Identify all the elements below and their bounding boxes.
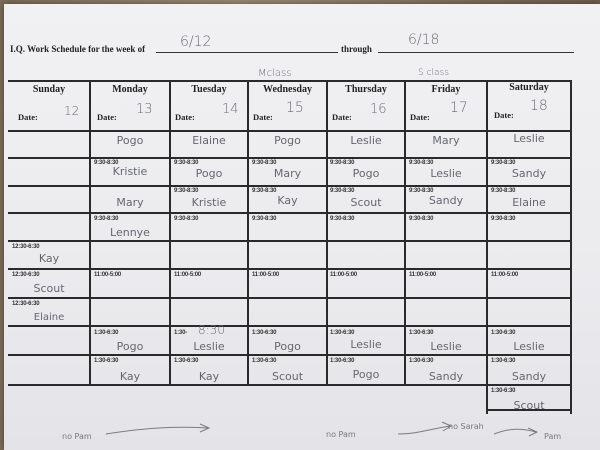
through-label: through [341, 44, 372, 54]
employee-name: Elaine [512, 196, 546, 209]
shift-time: 9:30-8:30 [491, 160, 516, 166]
employee-name: Leslie [193, 340, 225, 353]
employee-name: Mary [432, 134, 460, 147]
employee-name: Scout [271, 370, 304, 383]
date-label: Date: [97, 112, 117, 122]
shift-time: 9:30-8:30 [174, 188, 199, 194]
arrow-icon [104, 422, 214, 438]
employee-name: Kristie [191, 196, 227, 209]
shift-time: 9:30-8:30 [94, 216, 119, 222]
date-value: 14 [222, 102, 239, 117]
employee-name: Leslie [513, 132, 545, 145]
footer-note: Pam [544, 432, 562, 441]
shift-time: 9:30-8:30 [174, 216, 199, 222]
employee-name: Kay [198, 370, 220, 383]
employee-name: Kay [277, 194, 298, 207]
week-start-line [156, 52, 338, 53]
shift-time: 9:30-8:30 [330, 216, 355, 222]
date-label: Date: [175, 112, 195, 122]
date-value: 13 [136, 102, 153, 117]
date-value: 17 [450, 100, 468, 116]
shift-time: 1:30-6:30 [252, 358, 277, 364]
shift-time-handwritten: 8:30 [198, 323, 225, 337]
shift-time: 11:00-5:00 [409, 272, 437, 278]
footer-note: no Sarah [448, 422, 484, 431]
employee-name: Sandy [428, 194, 464, 207]
shift-time: 1:30-6:30 [252, 330, 277, 336]
employee-name: Lennye [110, 226, 150, 239]
date-value: 16 [370, 102, 387, 117]
shift-time: 1:30-6:30 [491, 388, 516, 394]
day-name: Tuesday [191, 84, 227, 95]
grid-column-line [570, 80, 572, 414]
shift-time: 12:30-6:30 [12, 272, 40, 278]
employee-name: Kay [119, 370, 141, 383]
date-label: Date: [410, 112, 430, 122]
shift-time: 9:30-8:30 [330, 160, 355, 166]
day-name: Saturday [509, 82, 549, 93]
employee-name: Scout [513, 399, 545, 412]
grid-column-line [247, 80, 249, 386]
shift-time: 1:30-6:30 [94, 358, 119, 364]
employee-name: Pogo [274, 134, 301, 147]
shift-time: 9:30-8:30 [252, 188, 277, 194]
schedule-title: I.Q. Work Schedule for the week of [10, 44, 146, 54]
shift-time: 1:30-6:30 [174, 358, 199, 364]
date-value: 12 [64, 104, 80, 118]
wednesday-note: Mclass [258, 68, 292, 79]
shift-time: 9:30-8:30 [330, 188, 355, 194]
employee-name: Sandy [428, 370, 464, 383]
employee-name: Elaine [192, 134, 226, 147]
employee-name: Scout [33, 282, 65, 295]
day-name: Thursday [345, 84, 387, 95]
footer-note: no Pam [62, 432, 92, 441]
footer-note: no Pam [326, 430, 356, 439]
week-end-date: 6/18 [408, 32, 440, 48]
shift-time: 1:30-6:30 [491, 358, 516, 364]
day-name: Monday [112, 84, 148, 95]
shift-time: 9:30-8:30 [409, 160, 434, 166]
shift-time: 12:30-6:30 [12, 301, 40, 307]
date-label: Date: [494, 110, 514, 120]
week-start-date: 6/12 [180, 34, 212, 50]
shift-time: 1:30-6:30 [94, 330, 119, 336]
employee-name: Pogo [274, 340, 301, 353]
shift-time: 9:30-8:30 [94, 160, 119, 166]
day-name: Sunday [32, 84, 66, 95]
employee-name: Leslie [430, 167, 462, 180]
grid-column-line [326, 80, 328, 386]
employee-name: Scout [350, 196, 382, 209]
employee-name: Leslie [350, 338, 382, 351]
week-end-line [378, 52, 574, 53]
shift-time: 9:30-8:30 [409, 216, 434, 222]
grid-column-line [89, 80, 91, 386]
arrow-icon [492, 424, 542, 440]
shift-time: 11:00-5:00 [330, 272, 358, 278]
employee-name: Pogo [352, 167, 380, 180]
shift-time: 9:30-8:30 [491, 216, 516, 222]
shift-time: 12:30-6:30 [12, 244, 40, 250]
shift-time: 1:30-6:30 [491, 330, 516, 336]
employee-name: Elaine [33, 312, 65, 323]
grid-column-line [169, 80, 171, 386]
day-name: Wednesday [263, 84, 312, 95]
grid-column-line [404, 80, 406, 386]
employee-name: Leslie [350, 134, 382, 147]
shift-time: 9:30-8:30 [252, 160, 277, 166]
employee-name: Pogo [352, 368, 380, 381]
employee-name: Mary [273, 167, 302, 180]
employee-name: Pogo [116, 340, 144, 353]
employee-name: Leslie [430, 340, 462, 353]
shift-time: 1:30-6:30 [330, 358, 355, 364]
shift-time: 1:30-6:30 [409, 330, 434, 336]
date-value: 15 [286, 100, 304, 116]
employee-name: Leslie [513, 340, 545, 353]
shift-time: 9:30-8:30 [252, 216, 277, 222]
employee-name: Kay [38, 252, 60, 265]
shift-time: 11:00-5:00 [94, 272, 122, 278]
shift-time: 1:30- [174, 330, 188, 336]
shift-time: 9:30-8:30 [409, 188, 434, 194]
shift-time: 9:30-8:30 [174, 160, 199, 166]
day-name: Friday [431, 84, 461, 95]
shift-time: 1:30-6:30 [330, 330, 355, 336]
shift-time: 9:30-8:30 [491, 188, 516, 194]
friday-note: S class [418, 68, 449, 78]
employee-name: Pogo [195, 167, 223, 180]
date-value: 18 [530, 98, 548, 114]
shift-time: 1:30-6:30 [409, 358, 434, 364]
date-label: Date: [18, 112, 38, 122]
employee-name: Kristie [112, 165, 148, 178]
date-label: Date: [332, 112, 352, 122]
grid-column-line [486, 80, 488, 414]
date-label: Date: [253, 112, 273, 122]
shift-time: 11:00-5:00 [491, 272, 519, 278]
arrow-icon [396, 420, 456, 438]
employee-name: Pogo [116, 134, 144, 147]
schedule-sheet [4, 4, 600, 450]
shift-time: 11:00-5:00 [252, 272, 280, 278]
shift-time: 11:00-5:00 [174, 272, 202, 278]
employee-name: Sandy [511, 167, 547, 180]
employee-name: Sandy [511, 370, 547, 383]
employee-name: Mary [116, 196, 144, 209]
